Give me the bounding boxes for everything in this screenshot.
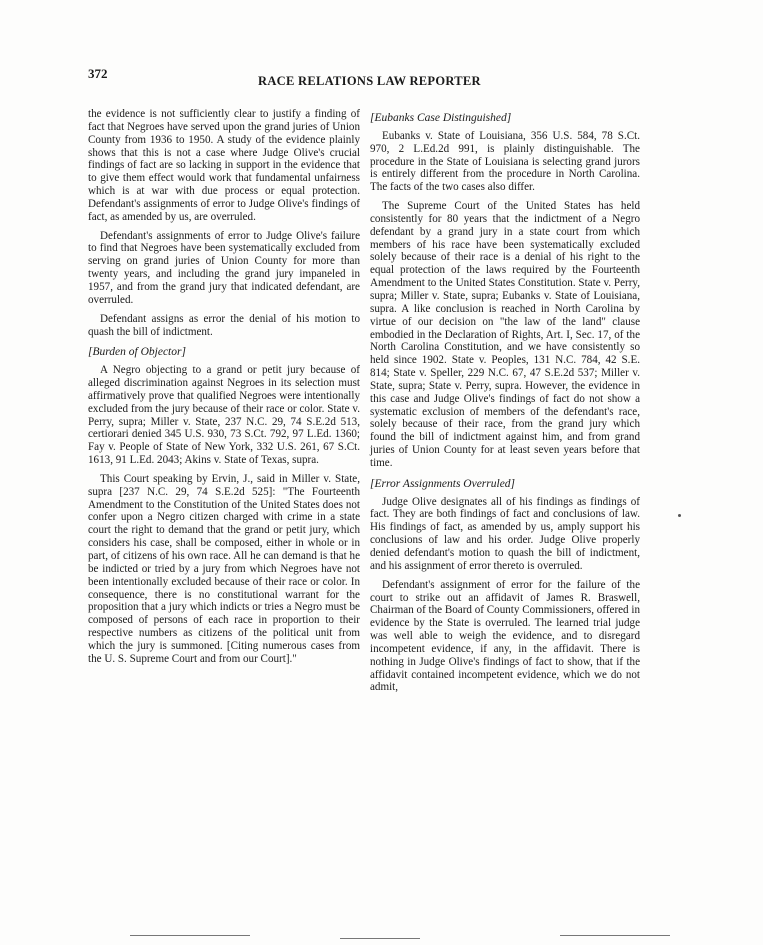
scan-edge-line (560, 935, 670, 936)
scan-edge-line (130, 935, 250, 936)
paragraph: Defendant assigns as error the denial of his motion to quash the bill of indictment. (88, 312, 360, 338)
paragraph: Defendant's assignment of error for the failure of the court to strike out an affidavit of James R. Braswell, Chairman of the Board of County Commissioners, offered in evidence by the State is overruled. The learned trial judge was well able to weigh the evidence, and to disregard incompetent evidence, if any, in the affidavit. There is nothing in Judge Olive's findings of fact to show, that if the affidavit contained incompetent evidence, which we do not admit, (370, 578, 641, 694)
section-heading: [Eubanks Case Distinguished] (370, 112, 512, 124)
paragraph: This Court speaking by Ervin, J., said in Miller v. State, supra [237 N.C. 29, 74 S.E.2d 525]: "The Fourteenth Amendment to the Constitution of the United States does not confer upon a Negro citizen charged with crime in a state court the right to demand that the grand or petit jury, which considers his case, shall be composed, either in whole or in part, of citizens of his own race. All he can demand is that he be indicted or tried by a jury from which Negroes have not been intentionally excluded because of their race or color. In consequence, there is no constitutional warrant for the proposition that a jury which indicts or tries a Negro must be composed of persons of each race in proportion to their respective numbers as citizens of the political unit from which the jury is summoned. [Citing numerous cases from the U. S. Supreme Court and from our Court]." (88, 472, 360, 665)
right-column (370, 112, 640, 700)
scan-edge-line (340, 938, 420, 939)
paragraph: Eubanks v. State of Louisiana, 356 U.S. 584, 78 S.Ct. 970, 2 L.Ed.2d 991, is plainly distinguishable. The procedure in the State of Louisiana is selecting grand jurors is entirely different from the procedure in North Carolina. The facts of the two cases also differ. (370, 129, 640, 194)
running-head: RACE RELATIONS LAW REPORTER (258, 74, 481, 88)
paragraph: A Negro objecting to a grand or petit jury because of alleged discrimination against Negroes in its selection must affirmatively prove that qualified Negroes were intentionally excluded from the jury because of their race or color. State v. Perry, supra; Miller v. State, 237 N.C. 29, 74 S.E.2d 513, certiorari denied 345 U.S. 930, 73 S.Ct. 792, 97 L.Ed. 1360; Fay v. People of State of New York, 332 U.S. 261, 67 S.Ct. 1613, 91 L.Ed. 2043; Akins v. State of Texas, supra. (88, 364, 360, 467)
paragraph: Judge Olive designates all of his findings as findings of fact. They are both findings of fact and conclusions of law. His findings of fact, as amended by us, amply support his conclusions of law and his order. Judge Olive properly denied defendant's motion to quash the bill of indictment, and his assignment of error thereto is overruled. (370, 495, 640, 572)
paragraph: the evidence is not sufficiently clear to justify a finding of fact that Negroes have served upon the grand juries of Union County from 1936 to 1950. A study of the evidence plainly shows that this is not a case where Judge Olive's crucial findings of fact are so lacking in support in the evidence that to give them effect would work that fundamental unfairness which is at war with due process or equal protection. Defendant's assignments of error to Judge Olive's findings of fact, as amended by us, are overruled. (88, 108, 360, 223)
scan-speck (678, 514, 681, 517)
section-heading: [Error Assignments Overruled] (370, 477, 516, 490)
paragraph: The Supreme Court of the United States has held consistently for 80 years that the indictment of a Negro defendant by a grand jury in a state court from which members of his race have been systematically excluded solely because of their race is a denial of his right to the equal protection of the laws required by the Fourteenth Amendment to the United States Constitution. State v. Perry, supra; Miller v. State, supra; Eubanks v. State of Louisiana, supra. A like conclusion is reached in North Carolina by virtue of our decision on "the law of the land" clause embodied in the Declaration of Rights, Art. I, Sec. 17, of the North Carolina Constitution, and we have consistently so held since 1902. State v. Peoples, 131 N.C. 784, 42 S.E. 814; State v. Speller, 229 N.C. 67, 47 S.E.2d 537; Miller v. State, supra; State v. Perry, supra. However, the evidence in this case and Judge Olive's findings of fact do not show a systematic exclusion of members of the defendant's race, solely because of their race, from the grand jury which found the bill of indictment against him, and from grand juries of Union County for at least seven years before that time. (370, 200, 640, 469)
left-column (88, 108, 360, 672)
page-number: 372 (88, 66, 108, 81)
section-heading: [Burden of Objector] (88, 346, 186, 359)
paragraph: Defendant's assignments of error to Judge Olive's failure to find that Negroes have been systematically excluded from serving on grand juries of Union County for more than twenty years, and including the grand jury impaneled in 1957, and from the grand jury that indicated defendant, are overruled. (88, 229, 360, 306)
